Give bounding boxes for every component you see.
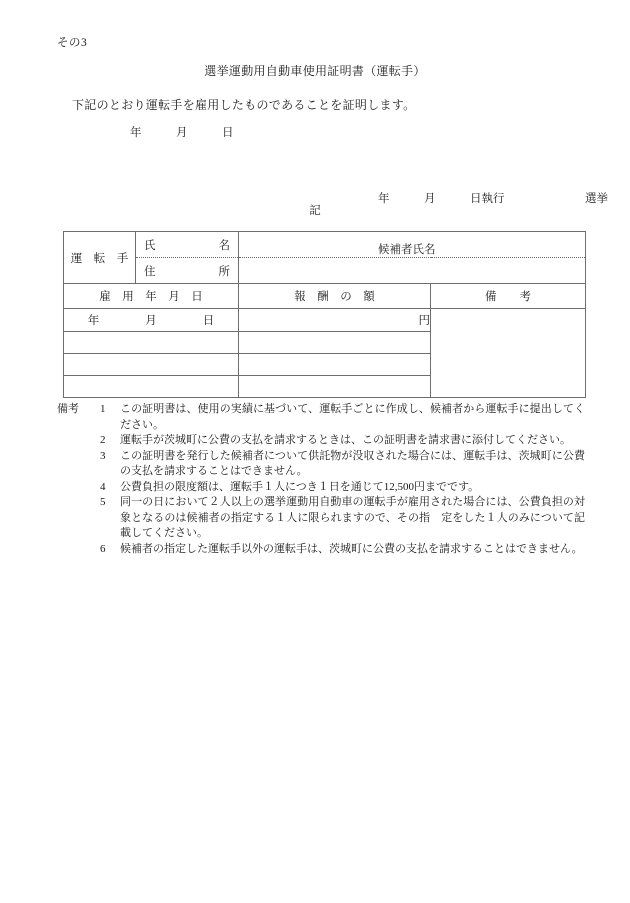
remark-text: 公費負担の限度額は、運転手１人につき１日を通じて12,500円までです。 — [120, 480, 480, 493]
table-row-driver-address — [64, 258, 586, 284]
remark-text: この証明書は、使用の実績に基づいて、運転手ごとに作成し、候補者から運転手に提出してください。 — [120, 403, 585, 431]
remark-number: 5 — [100, 496, 106, 508]
remark-text: 候補者の指定した運転手以外の運転手は、茨城町に公費の支払を請求することはできません。 — [120, 542, 583, 555]
address-label-cell — [136, 258, 239, 284]
remarks-section — [57, 402, 587, 557]
list-item — [57, 402, 587, 433]
ki-heading: 記 — [309, 205, 321, 217]
header-hire-date: 雇 用 年 月 日 — [64, 284, 239, 309]
cell-amount[interactable] — [239, 354, 431, 376]
candidate-name-label: 候補者氏名 — [378, 244, 436, 256]
driver-row-label: 運 転 手 — [64, 232, 136, 284]
header-note: 備 考 — [431, 284, 586, 309]
name-label-cell — [136, 232, 239, 258]
list-item — [57, 542, 587, 558]
cell-hire-date[interactable]: 年 月 日 — [64, 309, 239, 332]
remark-number: 6 — [100, 542, 106, 555]
table-row-driver-name — [64, 232, 586, 258]
address-value-cell[interactable] — [239, 258, 586, 284]
issue-date-line: 年 月 日 — [130, 127, 234, 139]
remarks-label: 備考 — [57, 403, 79, 415]
remark-number: 3 — [100, 449, 106, 462]
name-label-char-a: 氏 — [144, 239, 156, 252]
list-item — [57, 449, 587, 480]
remark-text: この証明書を発行した候補者について供託物が没収された場合には、運転手は、茨城町に公費の支払を請求することはできません。 — [120, 449, 585, 477]
cell-hire-date[interactable] — [64, 332, 239, 354]
cell-amount[interactable]: 円 — [239, 309, 431, 332]
cell-note-merged[interactable] — [431, 309, 586, 398]
page-title: 選挙運動用自動車使用証明書（運転手） — [204, 64, 426, 78]
name-value-cell[interactable] — [239, 232, 586, 258]
list-item — [57, 495, 587, 542]
address-label-char-b: 所 — [218, 265, 230, 278]
remark-number: 1 — [100, 403, 106, 415]
cell-hire-date[interactable] — [64, 376, 239, 398]
driver-employment-table — [63, 231, 586, 398]
cell-hire-date[interactable] — [64, 354, 239, 376]
remark-text: 同一の日において２人以上の選挙運動用自動車の運転手が雇用された場合には、公費負担の対象となるのは候補者の指定する１人に限られますので、その指 定をした１人のみについて記載してください。 — [120, 496, 585, 539]
cell-amount[interactable] — [239, 376, 431, 398]
table-row-column-headers — [64, 284, 586, 309]
table-row — [64, 309, 586, 332]
address-label-char-a: 住 — [144, 265, 156, 278]
remark-number: 4 — [100, 480, 106, 493]
certification-statement: 下記のとおり運転手を雇用したものであることを証明します。 — [72, 98, 416, 112]
header-amount: 報 酬 の 額 — [239, 284, 431, 309]
election-execution-date-line: 年 月 日執行 選挙 — [378, 193, 608, 205]
document-number-label: その3 — [57, 37, 88, 49]
remarks-list — [57, 402, 587, 557]
name-label-char-b: 名 — [218, 239, 230, 252]
remark-number: 2 — [100, 434, 106, 446]
cell-amount[interactable] — [239, 332, 431, 354]
remark-text: 運転手が茨城町に公費の支払を請求するときは、この証明書を請求書に添付してください。 — [120, 434, 571, 446]
list-item — [57, 433, 587, 449]
list-item — [57, 480, 587, 496]
